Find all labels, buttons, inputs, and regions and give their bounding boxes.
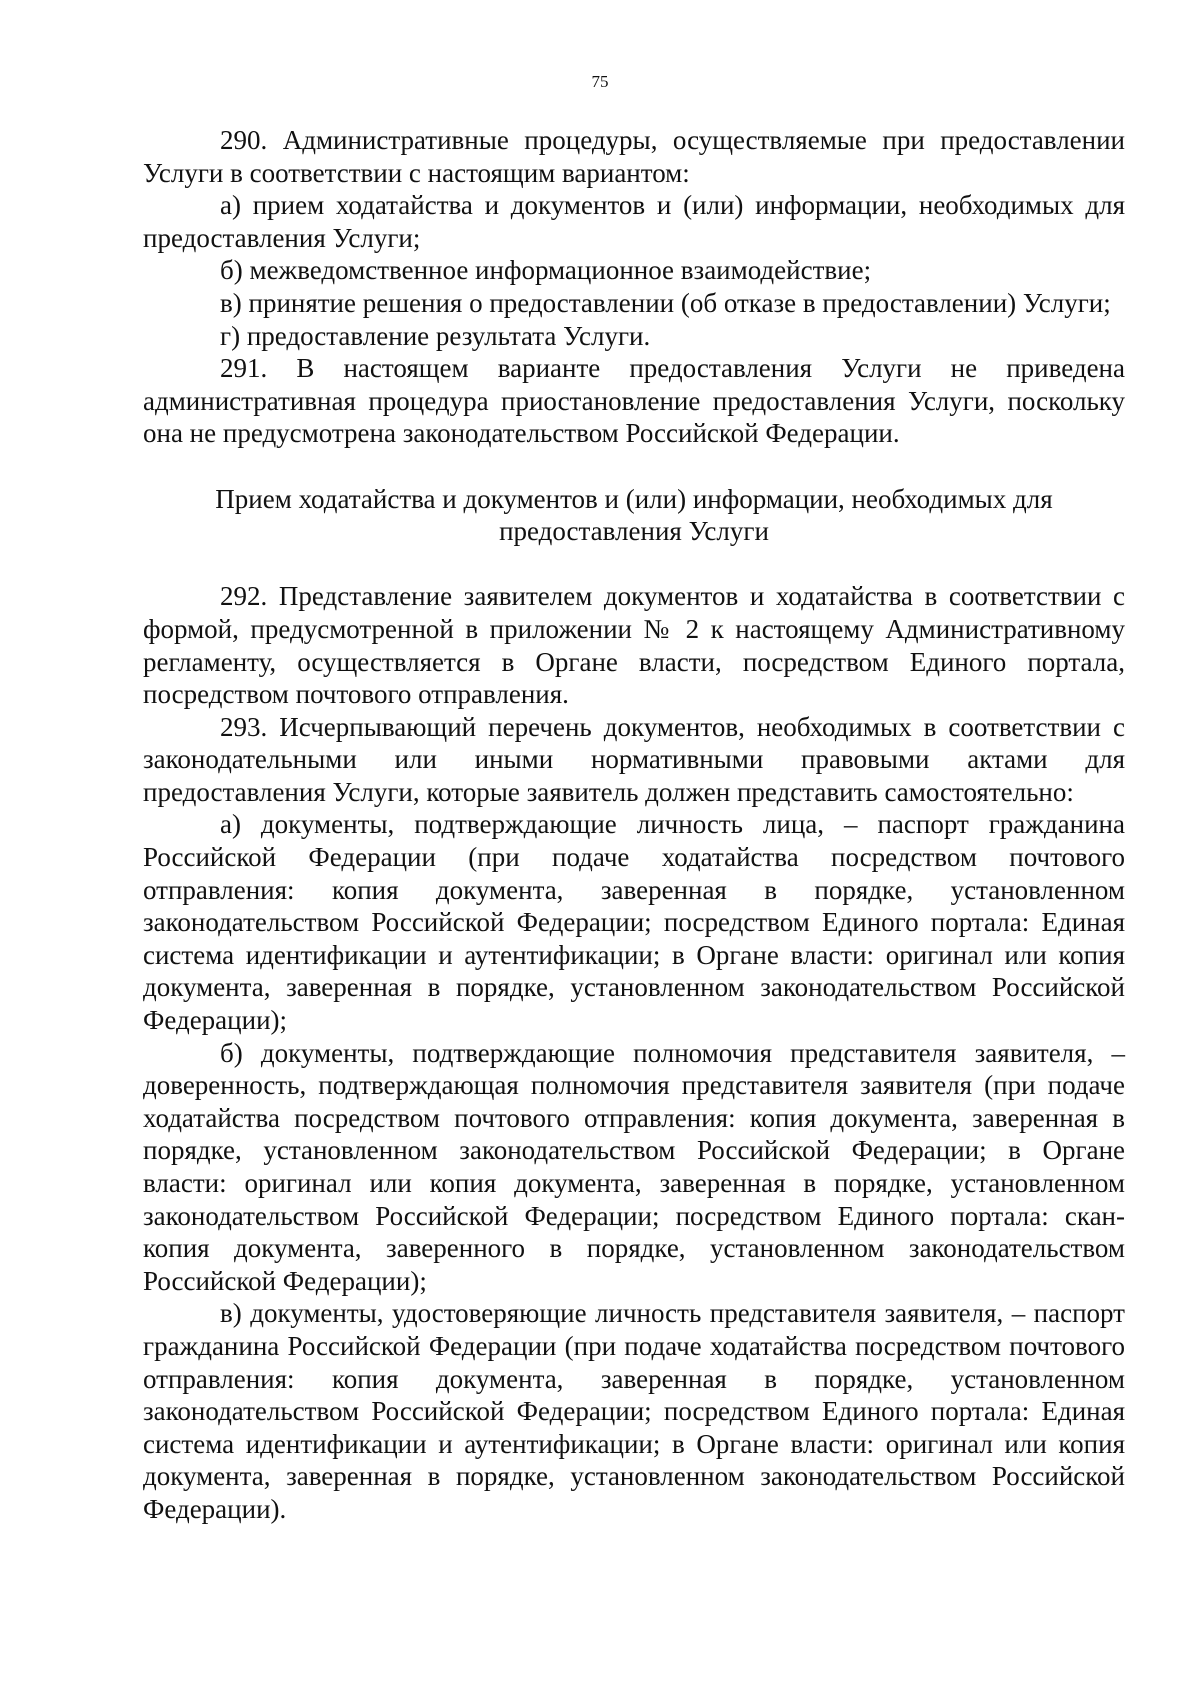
list-item-g: г) предоставление результата Услуги. <box>220 320 651 351</box>
section-heading: Прием ходатайства и документов и (или) информации, необходимых для предоставления Услуги <box>215 483 1053 547</box>
document-item-v: в) документы, удостоверяющие личность представителя заявителя, – паспорт гражданина Российской Федерации (при подаче ходатайства посредством почтового отправления: копия документа, заверенная в порядке, установленном законодательством Российской Федерации; посредством Единого портала: Единая система идентификации и аутентификации; в Органе власти: оригинал или копия документа, заверенная в порядке, установленном законодательством Российской Федерации). <box>143 1298 1125 1524</box>
paragraph-292: 292. Представление заявителем документов и ходатайства в соответствии с формой, предусмотренной в приложении № 2 к настоящему Административному регламенту, осуществляется в Органе власти, посредством Единого портала, посредством почтового отправления. <box>143 581 1125 710</box>
page-number: 75 <box>591 72 609 91</box>
list-item-b: б) межведомственное информационное взаимодействие; <box>220 255 872 286</box>
document-item-b: б) документы, подтверждающие полномочия представителя заявителя, – доверенность, подтверждающая полномочия представителя заявителя (при подаче ходатайства посредством почтового отправления: копия документа, заверенная в порядке, установленном законодательством Российской Федерации; в Органе власти: оригинал или копия документа, заверенная в порядке, установленном законодательством Российской Федерации; посредством Единого портала: скан-копия документа, заверенного в порядке, установленном законодательством Российской Федерации); <box>143 1037 1125 1296</box>
paragraph-290: 290. Административные процедуры, осуществляемые при предоставлении Услуги в соответствии с настоящим вариантом: <box>143 125 1125 188</box>
document-body <box>143 124 1125 1526</box>
list-item-a: а) прием ходатайства и документов и (или) информации, необходимых для предоставления Услуги; <box>143 190 1125 253</box>
list-item-v: в) принятие решения о предоставлении (об отказе в предоставлении) Услуги; <box>220 287 1111 318</box>
paragraph-291: 291. В настоящем варианте предоставления Услуги не приведена административная процедура приостановление предоставления Услуги, поскольку она не предусмотрена законодательством Российской Федерации. <box>143 353 1125 449</box>
paragraph-293: 293. Исчерпывающий перечень документов, необходимых в соответствии с законодательными или иными нормативными правовыми актами для предоставления Услуги, которые заявитель должен представить самостоятельно: <box>143 711 1125 807</box>
document-item-a: а) документы, подтверждающие личность лица, – паспорт гражданина Российской Федерации (при подаче ходатайства посредством почтового отправления: копия документа, заверенная в порядке, установленном законодательством Российской Федерации; посредством Единого портала: Единая система идентификации и аутентификации; в Органе власти: оригинал или копия документа, заверенная в порядке, установленном законодательством Российской Федерации); <box>143 809 1125 1036</box>
